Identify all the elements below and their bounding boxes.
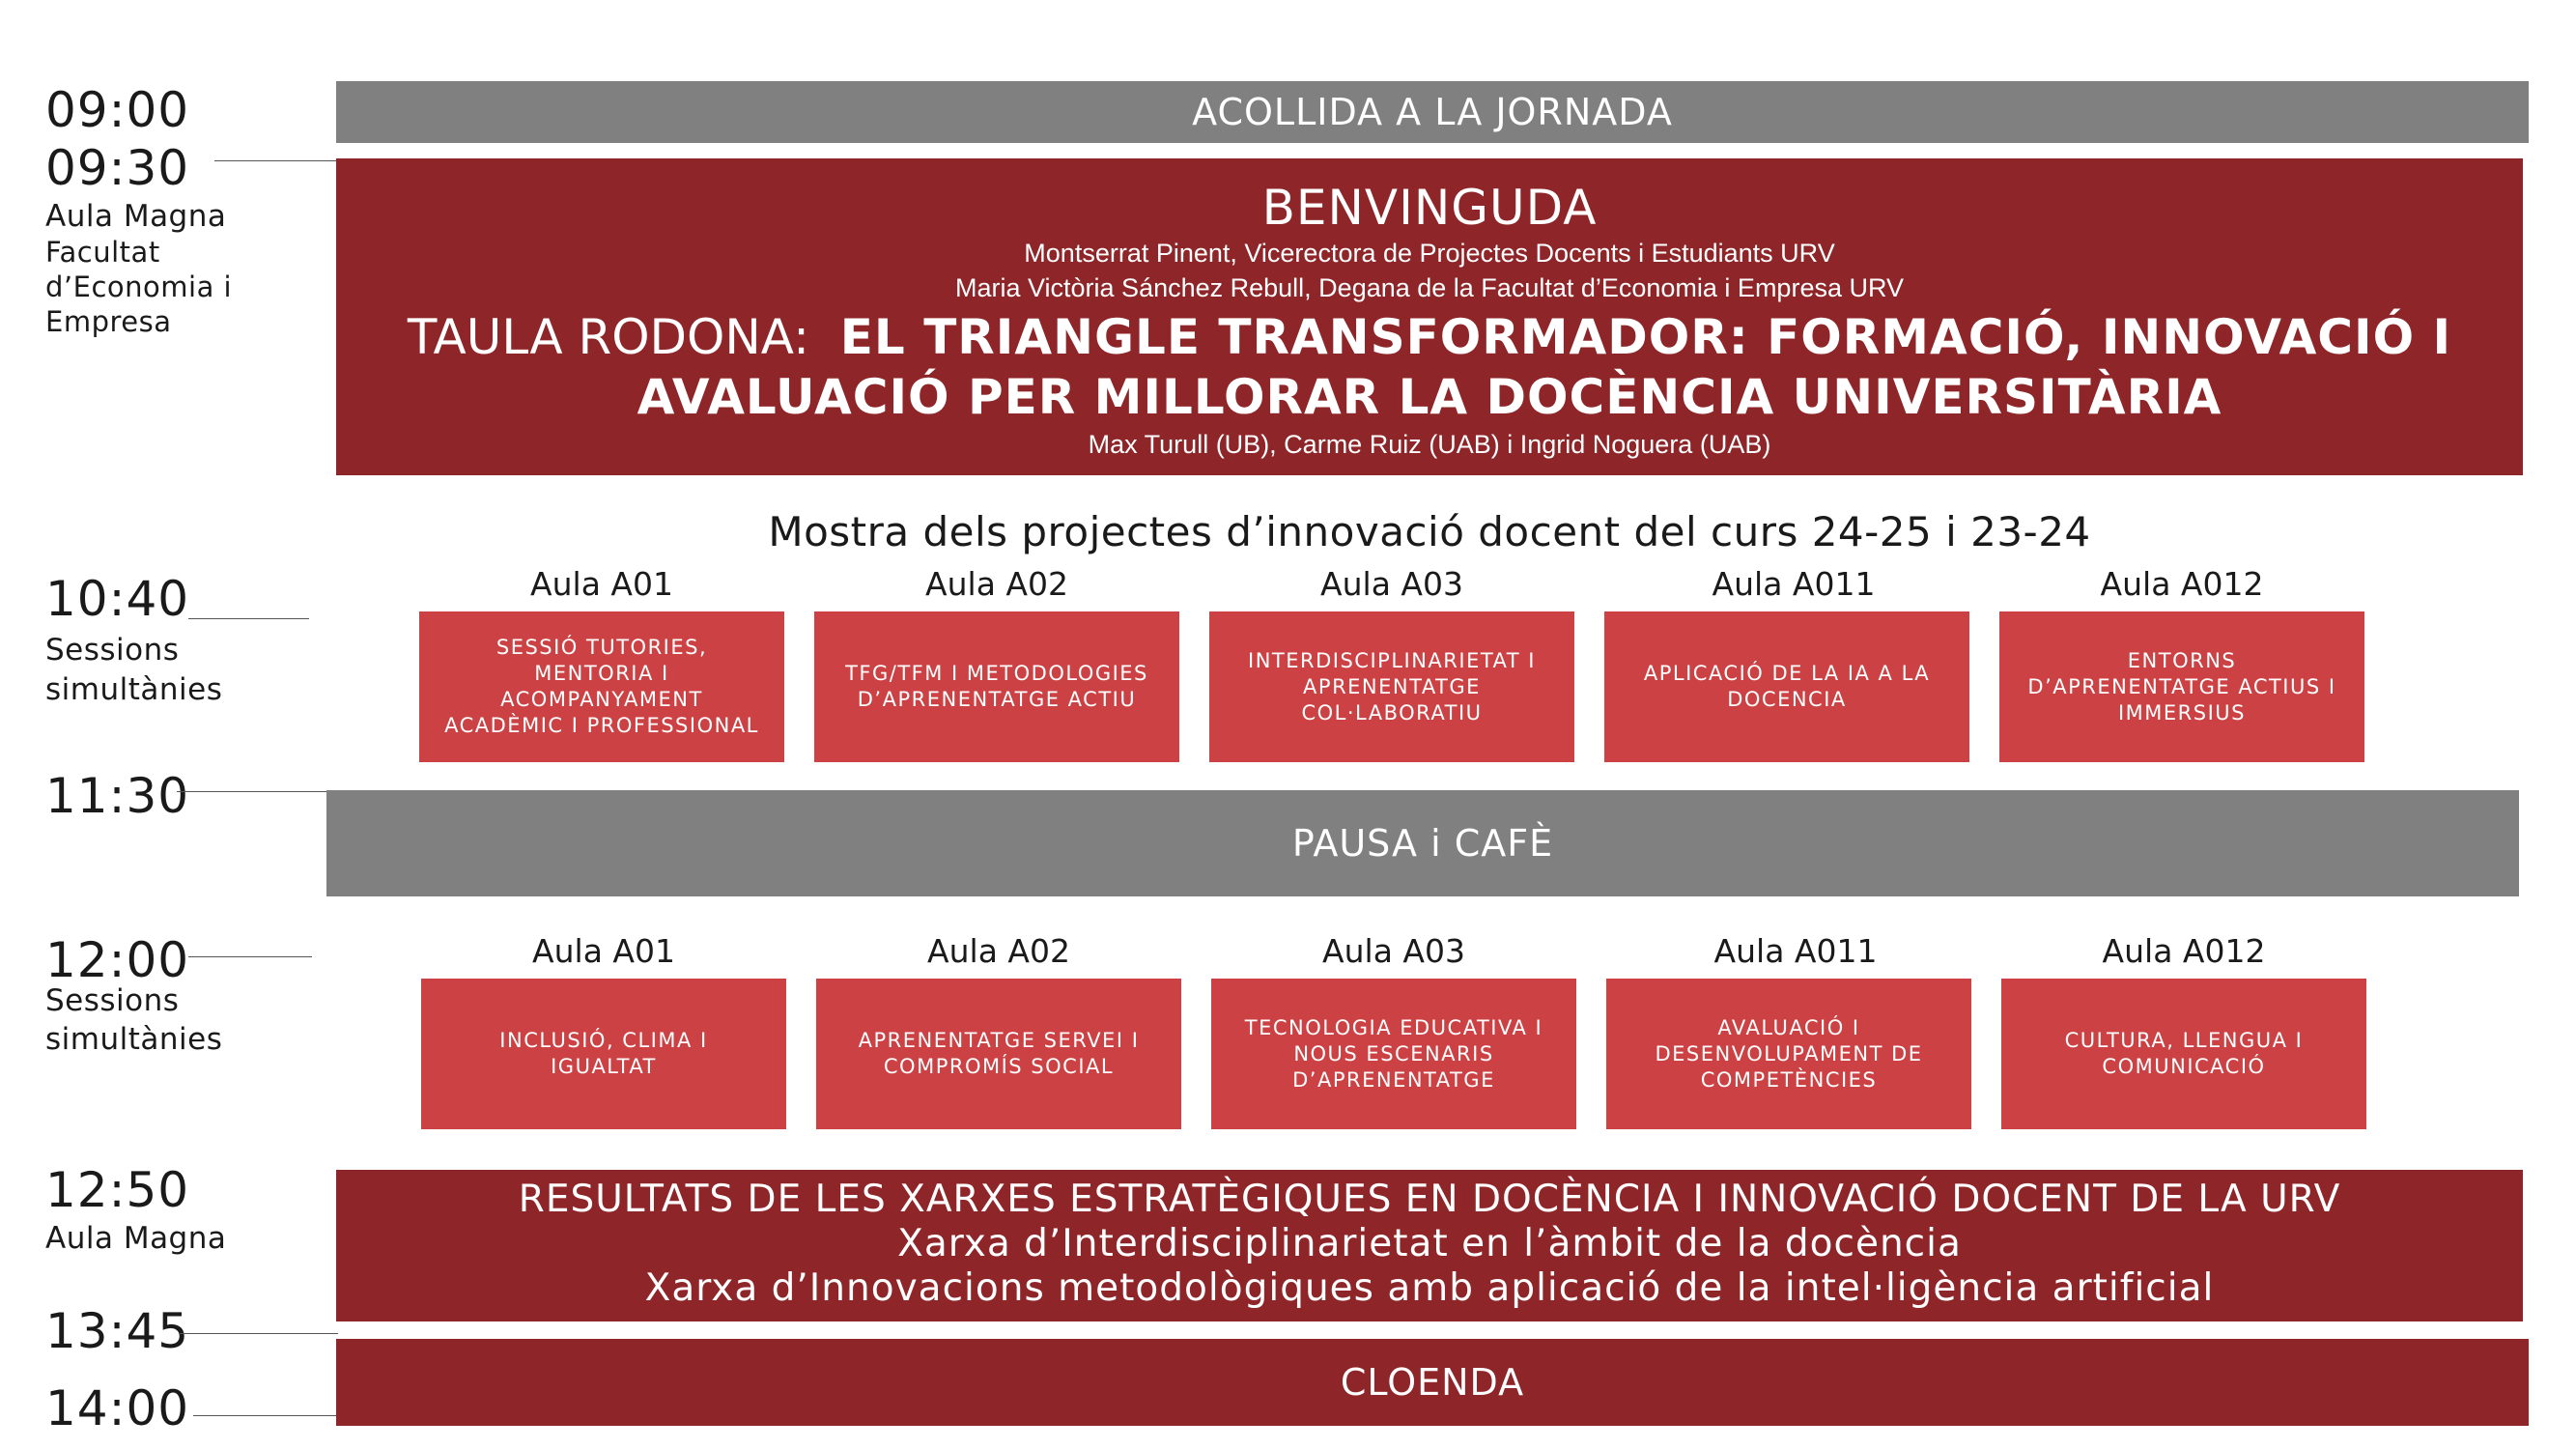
room-label: Aula A02 (925, 565, 1068, 603)
time-rule (177, 791, 326, 792)
time-1400: 14:00 (45, 1380, 190, 1436)
session-card[interactable]: AVALUACIÓ I DESENVOLUPAMENT DE COMPETÈNCIES (1606, 979, 1971, 1129)
results-title: RESULTATS DE LES XARXES ESTRATÈGIQUES EN DOCÈNCIA I INNOVACIÓ DOCENT DE LA URV (518, 1178, 2341, 1221)
room-label: Aula A02 (927, 932, 1070, 970)
results-block (336, 1170, 2523, 1321)
time-1200: 12:00 (45, 932, 190, 988)
round-table-prefix: TAULA RODONA: (407, 309, 809, 365)
closing-bar-label: CLOENDA (1340, 1361, 1525, 1404)
round-table-title-line1: EL TRIANGLE TRANSFORMADOR: FORMACIÓ, INNOVACIÓ I (839, 309, 2452, 365)
session-card[interactable]: INTERDISCIPLINARIETAT I APRENENTATGE COL·LABORATIU (1209, 611, 1574, 762)
round-table-title (336, 307, 2523, 367)
opening-block (336, 158, 2523, 475)
break-bar-label: PAUSA i CAFÈ (1291, 822, 1554, 865)
venue-faculty-line1: Facultat (45, 236, 160, 269)
session-card[interactable]: APLICACIÓ DE LA IA A LA DOCENCIA (1604, 611, 1969, 762)
session-card[interactable]: TECNOLOGIA EDUCATIVA I NOUS ESCENARIS D’APRENENTATGE (1211, 979, 1576, 1129)
room-label: Aula A03 (1320, 565, 1463, 603)
time-rule (188, 618, 309, 619)
room-label: Aula A012 (2100, 565, 2264, 603)
session-card[interactable]: ENTORNS D’APRENENTATGE ACTIUS I IMMERSIUS (1999, 611, 2364, 762)
sessions-label-line1: Sessions (45, 633, 180, 668)
time-1040: 10:40 (45, 571, 190, 627)
results-network-1: Xarxa d’Interdisciplinarietat en l’àmbit de la docència (897, 1222, 1962, 1265)
closing-bar (336, 1339, 2529, 1426)
session-card[interactable]: CULTURA, LLENGUA I COMUNICACIÓ (2001, 979, 2366, 1129)
showcase-heading: Mostra dels projectes d’innovació docent del curs 24-25 i 23-24 (768, 508, 2091, 555)
results-network-2: Xarxa d’Innovacions metodològiques amb aplicació de la intel·ligència artificial (644, 1266, 2215, 1310)
session-card[interactable]: SESSIÓ TUTORIES, MENTORIA I ACOMPANYAMENT ACADÈMIC I PROFESSIONAL (419, 611, 784, 762)
welcome-bar (336, 81, 2529, 143)
time-0930: 09:30 (45, 140, 190, 196)
sessions-label-line1: Sessions (45, 983, 180, 1018)
round-table-title-line2: AVALUACIÓ PER MILLORAR LA DOCÈNCIA UNIVERSITÀRIA (637, 369, 2222, 425)
break-bar (326, 790, 2519, 896)
venue-faculty-line2: d’Economia i (45, 270, 233, 303)
time-1250: 12:50 (45, 1162, 190, 1218)
room-label: Aula A01 (532, 932, 675, 970)
time-rule (193, 1415, 338, 1416)
time-0900: 09:00 (45, 82, 190, 138)
opening-title: BENVINGUDA (1261, 180, 1598, 236)
opening-speaker-2: Maria Victòria Sánchez Rebull, Degana de la Facultat d’Economia i Empresa URV (955, 273, 1904, 302)
session-card[interactable]: APRENENTATGE SERVEI I COMPROMÍS SOCIAL (816, 979, 1181, 1129)
room-label: Aula A03 (1322, 932, 1465, 970)
opening-speaker-1: Montserrat Pinent, Vicerectora de Projectes Docents i Estudiants URV (1024, 239, 1835, 268)
room-label: Aula A01 (530, 565, 673, 603)
session-card[interactable]: TFG/TFM I METODOLOGIES D’APRENENTATGE ACTIU (814, 611, 1179, 762)
welcome-bar-label: ACOLLIDA A LA JORNADA (1192, 91, 1673, 133)
round-table-panelists: Max Turull (UB), Carme Ruiz (UAB) i Ingrid Noguera (UAB) (1088, 430, 1771, 459)
time-1130: 11:30 (45, 768, 190, 824)
round-table-title-cont (336, 367, 2523, 427)
time-rule (214, 160, 338, 161)
room-label: Aula A011 (1712, 565, 1876, 603)
venue-faculty-line3: Empresa (45, 305, 172, 338)
venue-label: Aula Magna (45, 1221, 227, 1256)
time-rule (179, 1333, 338, 1334)
sessions-label-line2: simultànies (45, 672, 223, 707)
room-label: Aula A011 (1713, 932, 1878, 970)
sessions-label-line2: simultànies (45, 1022, 223, 1057)
venue-label: Aula Magna (45, 199, 227, 234)
time-rule (188, 956, 312, 957)
room-label: Aula A012 (2102, 932, 2266, 970)
session-card[interactable]: INCLUSIÓ, CLIMA I IGUALTAT (421, 979, 786, 1129)
time-1345: 13:45 (45, 1303, 190, 1359)
